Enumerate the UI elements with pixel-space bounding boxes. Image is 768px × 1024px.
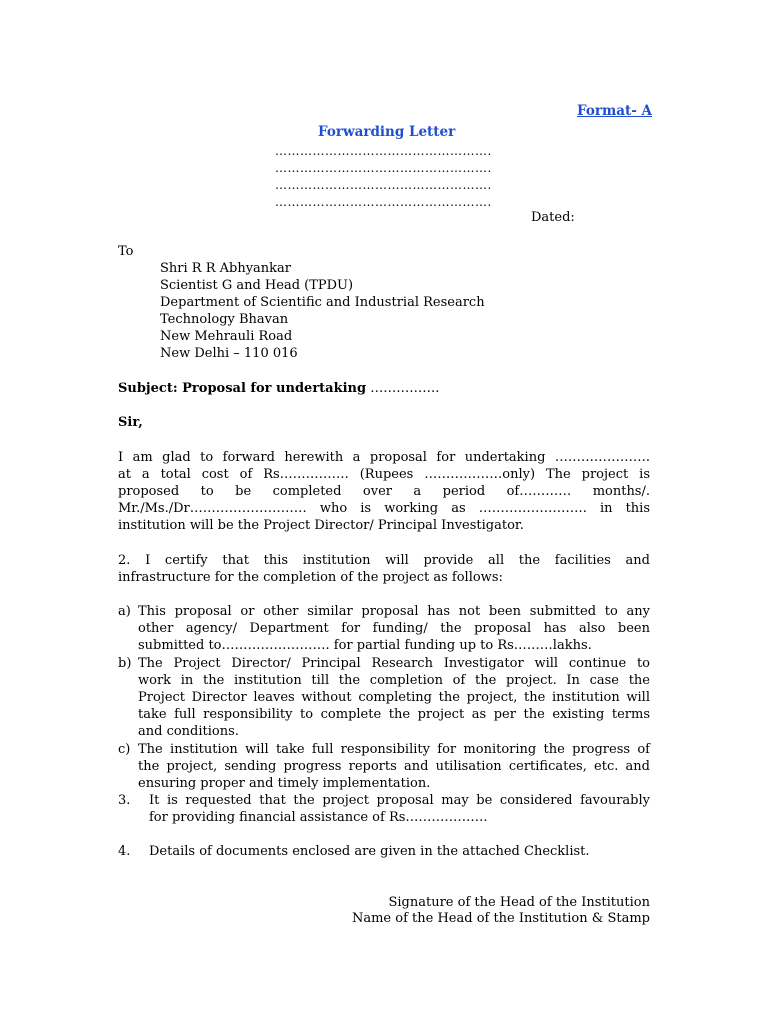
paragraph-number: 4.: [118, 844, 131, 859]
subject-label: Subject: Proposal for undertaking: [118, 381, 367, 396]
paragraph-line: Mr./Ms./Dr……………………… who is working as ……………………. in this: [118, 501, 650, 516]
recipient-line: Shri R R Abhyankar: [160, 261, 292, 276]
paragraph-3: [118, 792, 650, 826]
list-item-line: work in the institution till the completion of the project. In case the: [138, 673, 650, 688]
paragraph-1: [118, 449, 650, 534]
list-item-line: The institution will take full responsibility for monitoring the progress of: [138, 742, 650, 757]
format-label: Format- A: [577, 103, 653, 119]
signature-line: Signature of the Head of the Institution: [388, 895, 650, 910]
recipient-line: Department of Scientific and Industrial Research: [160, 295, 485, 310]
recipient-line: Technology Bhavan: [160, 312, 289, 327]
list-item-a: [118, 603, 650, 654]
dated-label: Dated:: [531, 210, 575, 225]
paragraph-line: for providing financial assistance of Rs……………….: [149, 810, 488, 825]
paragraph-line: proposed to be completed over a period of………… months/.: [118, 484, 650, 499]
address-line-2: …………………………………………….: [275, 161, 492, 175]
paragraph-line: Details of documents enclosed are given in the attached Checklist.: [149, 844, 590, 859]
list-item-line: the project, sending progress reports and utilisation certificates, etc. and: [138, 759, 650, 774]
paragraph-line: infrastructure for the completion of the project as follows:: [118, 570, 503, 585]
paragraph-line: at a total cost of Rs……………. (Rupees ………………only) The project is: [118, 467, 650, 482]
list-item-line: take full responsibility to complete the project as per the existing terms: [138, 707, 650, 722]
paragraph-line: 2. I certify that this institution will provide all the facilities and: [118, 553, 650, 568]
paragraph-line: It is requested that the project proposal may be considered favourably: [149, 793, 650, 808]
address-line-1: …………………………………………….: [275, 144, 492, 158]
list-item-line: This proposal or other similar proposal has not been submitted to any: [138, 604, 650, 619]
paragraph-4: [118, 843, 650, 860]
name-stamp-line: Name of the Head of the Institution & Stamp: [351, 911, 650, 926]
list-item-line: submitted to……………………. for partial funding up to Rs………lakhs.: [138, 638, 592, 653]
list-item-line: Project Director leaves without completing the project, the institution will: [138, 690, 650, 705]
list-item-label: a): [118, 604, 131, 619]
list-item-b: [118, 655, 650, 740]
list-item-label: b): [118, 656, 132, 671]
letter-title: Forwarding Letter: [318, 124, 456, 140]
list-item-line: The Project Director/ Principal Research Investigator will continue to: [138, 656, 650, 671]
paragraph-number: 3.: [118, 793, 131, 808]
subject-line: [118, 381, 439, 396]
salutation: Sir,: [118, 415, 143, 430]
recipient-line: New Delhi – 110 016: [160, 346, 298, 361]
address-line-4: …………………………………………….: [275, 195, 492, 209]
paragraph-2: [118, 552, 650, 586]
list-item-c: [118, 741, 650, 792]
list-item-line: other agency/ Department for funding/ the proposal has also been: [138, 621, 650, 636]
to-label: To: [118, 244, 134, 259]
subject-dots: …………….: [366, 381, 440, 396]
recipient-line: New Mehrauli Road: [160, 329, 293, 344]
paragraph-line: I am glad to forward herewith a proposal for undertaking ………………….: [118, 450, 650, 465]
list-item-line: and conditions.: [138, 724, 239, 739]
recipient-line: Scientist G and Head (TPDU): [160, 278, 354, 293]
address-line-3: …………………………………………….: [275, 178, 492, 192]
paragraph-line: institution will be the Project Director/ Principal Investigator.: [118, 518, 524, 533]
list-item-label: c): [118, 742, 131, 757]
list-item-line: ensuring proper and timely implementation.: [138, 776, 431, 791]
